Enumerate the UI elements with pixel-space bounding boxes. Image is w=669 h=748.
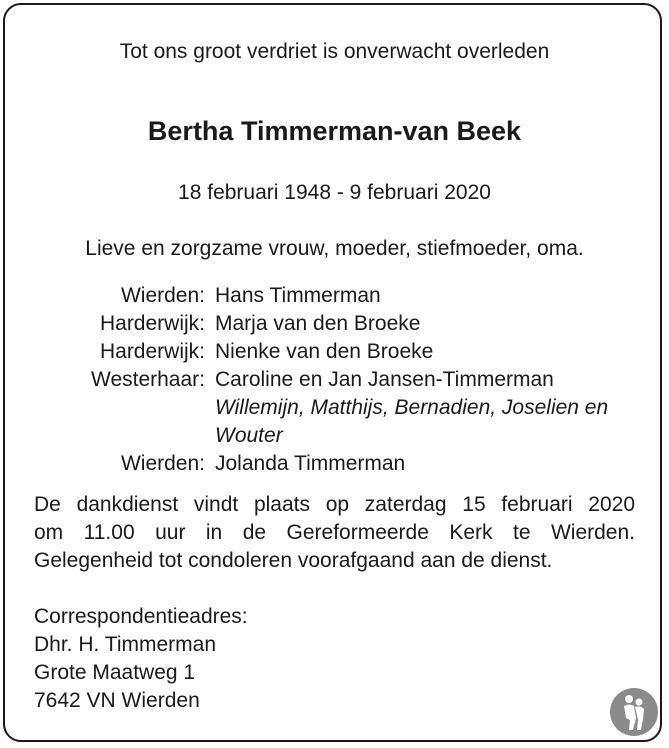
embracing-figures-icon: [610, 688, 658, 736]
family-names: Jolanda Timmerman: [215, 452, 406, 475]
family-names: Nienke van den Broeke: [215, 340, 434, 363]
service-line: Gelegenheid tot condoleren voorafgaand aan de dienst.: [34, 549, 553, 572]
address-line: Dhr. H. Timmerman: [34, 633, 217, 656]
family-place: Harderwijk:: [99, 340, 205, 363]
family-place: Wierden:: [120, 284, 205, 307]
address-line: Grote Maatweg 1: [34, 661, 196, 684]
family-row: [0, 282, 669, 310]
family-place: Wierden:: [120, 452, 205, 475]
family-place: Harderwijk:: [99, 312, 205, 335]
service-details: [34, 491, 635, 575]
family-place: Westerhaar:: [91, 368, 205, 391]
family-names-group: [205, 366, 625, 450]
family-list: [0, 282, 669, 478]
intro-text: Tot ons groot verdriet is onverwacht overleden: [119, 40, 550, 63]
family-names: Hans Timmerman: [215, 284, 381, 307]
family-row: [0, 338, 669, 366]
family-row: [0, 450, 669, 478]
tagline: Lieve en zorgzame vrouw, moeder, stiefmoeder, oma.: [85, 237, 584, 260]
correspondence-address: [34, 603, 248, 715]
family-names: Marja van den Broeke: [215, 312, 421, 335]
address-label: Correspondentieadres:: [34, 605, 248, 628]
family-names: Caroline en Jan Jansen-Timmerman: [215, 368, 554, 391]
family-row: [0, 310, 669, 338]
service-line: De dankdienst vindt plaats op zaterdag 15 februari 2020: [34, 493, 635, 516]
grandchildren-names: Willemijn, Matthijs, Bernadien, Joselien en Wouter: [215, 396, 609, 447]
service-line: om 11.00 uur in de Gereformeerde Kerk te Wierden.: [34, 521, 635, 544]
deceased-name: Bertha Timmerman-van Beek: [147, 116, 522, 146]
family-row: [0, 366, 669, 450]
address-line: 7642 VN Wierden: [34, 689, 200, 712]
life-dates: 18 februari 1948 - 9 februari 2020: [178, 181, 491, 204]
